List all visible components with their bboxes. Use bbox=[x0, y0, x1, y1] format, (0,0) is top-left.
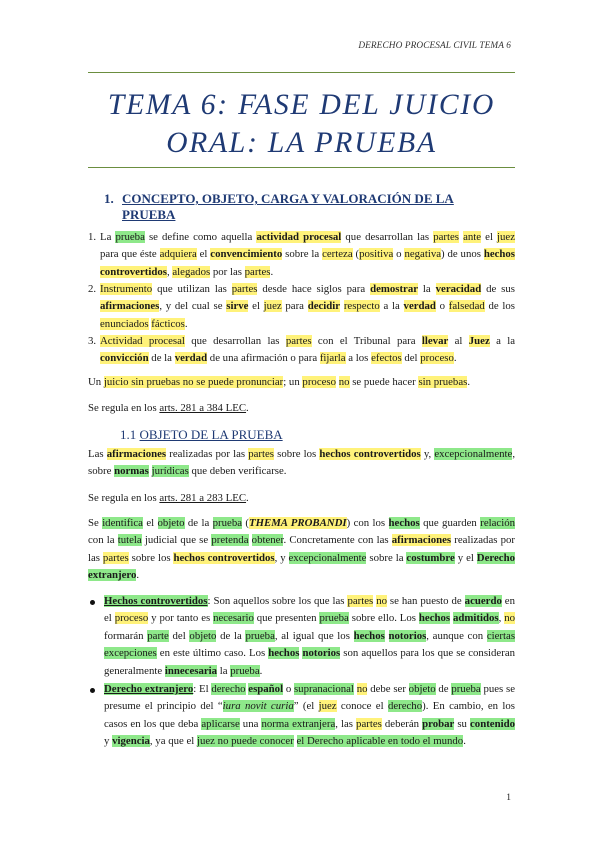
bullet-icon bbox=[90, 688, 95, 693]
regulation-suffix: . bbox=[246, 402, 249, 414]
title-line-2: ORAL: LA PRUEBA bbox=[166, 127, 437, 159]
definition-number: 3. bbox=[88, 335, 97, 347]
bullet-text-b: ” (el juez conoce el derecho). En cambio, en los casos en los que deba aplicarse una norma extranjera, las partes deberán probar su contenido y vigencia, ya que el juez no puede conocer el Derecho aplicable en todo el mundo. bbox=[104, 700, 516, 748]
definition-item-3 bbox=[88, 333, 515, 368]
bullet-text: : Son aquellos sobre los que las partes no se han puesto de acuerdo en el proceso y por tanto es necesario que presenten prueba sobre ello. Los hechos admitidos, no formarán parte del objeto de la prueba, al igual que los hechos notorios, aunque con ciertas excepciones en este último caso. Los hechos notorios son aquellos para los que se consideran generalmente innecesaria la prueba. bbox=[104, 595, 516, 677]
section-1-heading bbox=[104, 191, 504, 222]
definition-text: Actividad procesal que desarrollan las partes con el Tribunal para llevar al Juez a la convicción de la verdad de una afirmación o para fijarla a los efectos del proceso. bbox=[100, 335, 516, 365]
bullet-term: Hechos controvertidos bbox=[104, 595, 208, 607]
page-title bbox=[88, 86, 515, 162]
definition-item-2 bbox=[88, 281, 515, 333]
section-1-number: 1. bbox=[104, 191, 114, 206]
regulation-paragraph-1 bbox=[88, 400, 515, 417]
running-header: DERECHO PROCESAL CIVIL TEMA 6 bbox=[358, 41, 511, 51]
section-1-1-number: 1.1 bbox=[120, 427, 137, 442]
bullet-icon bbox=[90, 600, 95, 605]
definition-item-1 bbox=[88, 229, 515, 281]
section-1-1-title: OBJETO DE LA PRUEBA bbox=[139, 427, 283, 442]
bullet-text-a: : El derecho español o supranacional no debe ser objeto de prueba pues se presume el principio del “ bbox=[104, 683, 515, 713]
title-line-1: TEMA 6: FASE DEL JUICIO bbox=[107, 89, 496, 121]
thema-probandi-term: THEMA PROBANDI bbox=[249, 517, 347, 529]
thema-probandi-paragraph bbox=[88, 515, 515, 585]
bullet-derecho-extranjero bbox=[104, 681, 515, 751]
title-rule-bottom bbox=[88, 167, 515, 168]
thema-text-end: ) con los hechos que guarden relación con la tutela judicial que se pretenda obtener. Concretamente con las afirmaciones realizadas por las partes sobre los hechos controvertidos, y excepcionalmente sobre la costumbre y el Derecho extranjero. bbox=[88, 517, 516, 582]
section-1-heading-line-2: PRUEBA bbox=[122, 206, 176, 222]
latin-term: iura novit curia bbox=[222, 700, 294, 713]
definition-number: 1. bbox=[88, 231, 97, 243]
law-reference: arts. 281 a 283 LEC bbox=[159, 492, 247, 504]
bullet-term: Derecho extranjero bbox=[104, 683, 194, 695]
law-reference: arts. 281 a 384 LEC bbox=[159, 402, 247, 414]
definition-number: 2. bbox=[88, 283, 97, 295]
title-rule-top bbox=[88, 72, 515, 73]
regulation-suffix: . bbox=[246, 492, 249, 504]
definition-text: La prueba se define como aquella actividad procesal que desarrollan las partes ante el juez para que éste adquiera el convencimiento sobre la certeza (positiva o negativa) de unos hechos controvertidos, alegados por las partes. bbox=[100, 231, 516, 278]
bullet-hechos-controvertidos bbox=[104, 593, 515, 680]
definition-text: Instrumento que utilizan las partes desde hace siglos para demostrar la veracidad de sus afirmaciones, y del cual se sirve el juez para decidir respecto a la verdad o falsedad de los enunciados fácticos. bbox=[100, 283, 516, 330]
principle-paragraph: Un juicio sin pruebas no se puede pronunciar; un proceso no se puede hacer sin pruebas. bbox=[88, 376, 471, 388]
regulation-prefix: Se regula en los bbox=[88, 492, 160, 504]
regulation-prefix: Se regula en los bbox=[88, 402, 160, 414]
object-intro-paragraph: Las afirmaciones realizadas por las partes sobre los hechos controvertidos y, excepcionalmente, sobre normas jurídicas que deben verificarse. bbox=[88, 448, 516, 478]
section-1-1-heading bbox=[120, 427, 283, 443]
section-1-heading-line-1: CONCEPTO, OBJETO, CARGA Y VALORACIÓN DE LA bbox=[122, 191, 454, 206]
regulation-paragraph-2 bbox=[88, 490, 515, 507]
page-number: 1 bbox=[506, 793, 511, 803]
thema-text-start: Se identifica el objeto de la prueba ( bbox=[88, 517, 250, 529]
